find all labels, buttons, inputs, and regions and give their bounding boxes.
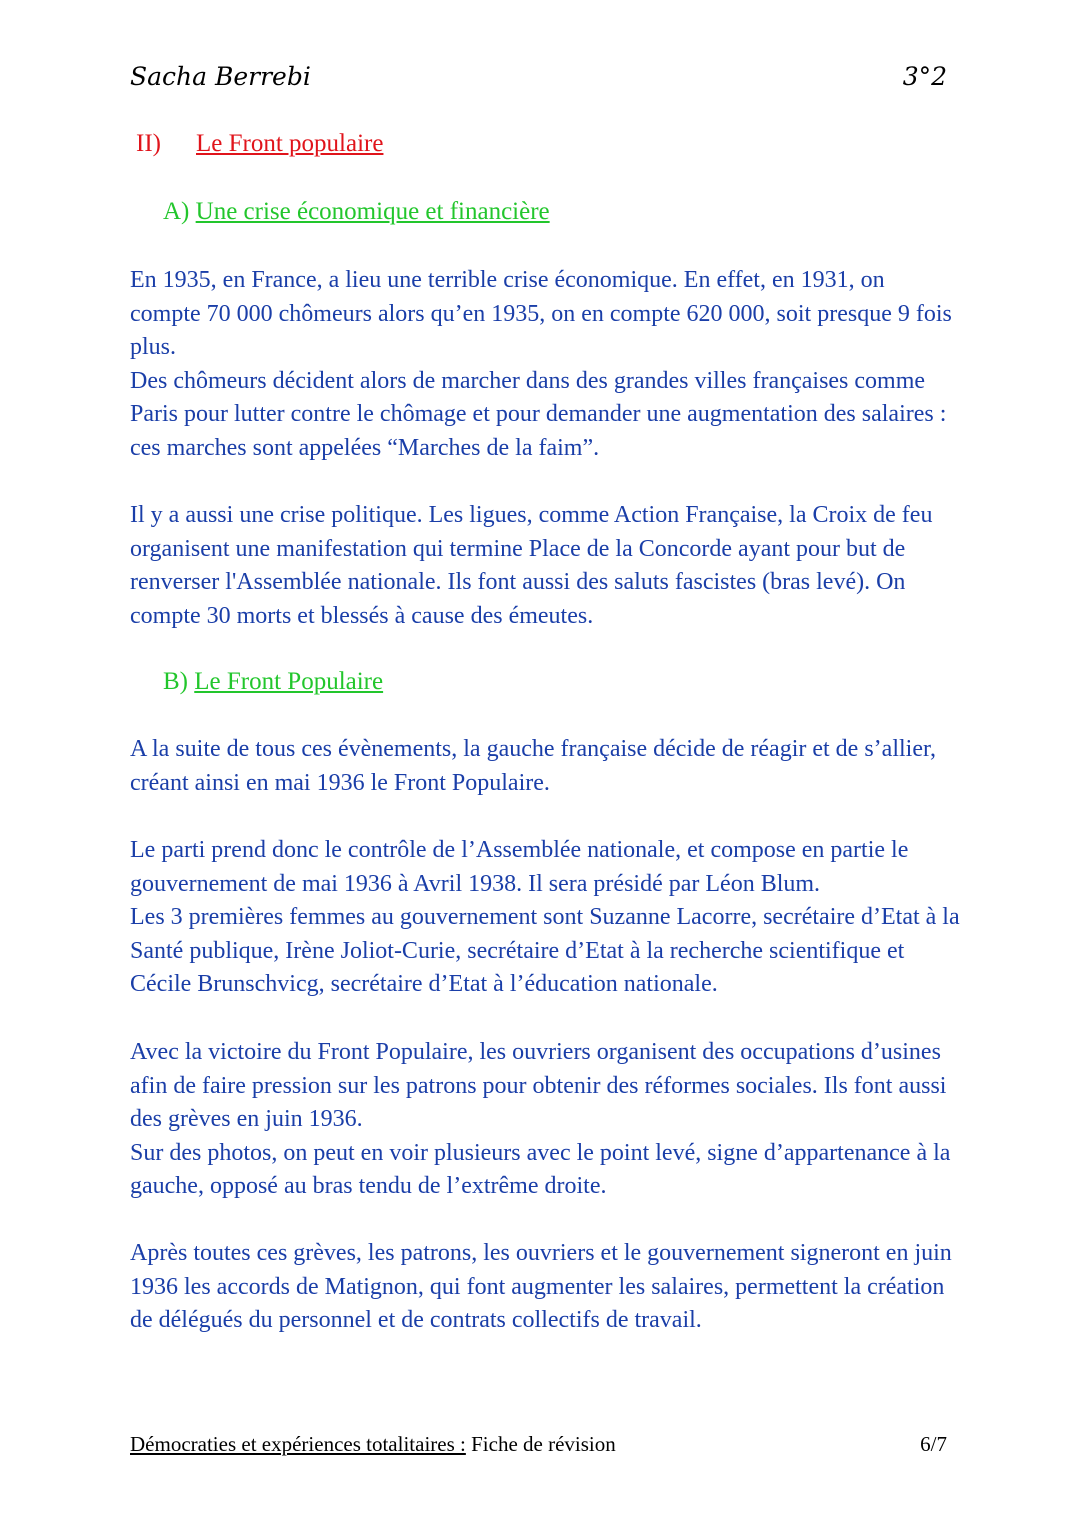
paragraph-text: Avec la victoire du Front Populaire, les ouvriers organisent des occupations d’usines afin de faire pression sur les patrons pour obtenir des réformes sociales. Ils font aussi des grèves en juin 1936. bbox=[130, 1039, 947, 1133]
class-label: 3°2 bbox=[902, 62, 947, 91]
paragraph-text: Après toutes ces grèves, les patrons, les ouvriers et le gouvernement signeront en juin 1936 les accords de Matignon, qui font augmenter les salaires, permettent la création de délégués du personnel et de contrats collectifs de travail. bbox=[130, 1240, 952, 1334]
author-name: Sacha Berrebi bbox=[130, 62, 311, 91]
subsection-title: Une crise économique et financière bbox=[195, 198, 550, 225]
paragraph-gouvernement bbox=[130, 834, 960, 1002]
section-heading bbox=[136, 130, 383, 158]
subsection-label: A) bbox=[163, 198, 190, 225]
paragraph-text: Le parti prend donc le contrôle de l’Assemblée nationale, et compose en partie le gouvernement de mai 1936 à Avril 1938. Il sera présidé par Léon Blum. bbox=[130, 837, 909, 897]
paragraph-creation-front bbox=[130, 733, 960, 800]
paragraph-text: Sur des photos, on peut en voir plusieurs avec le point levé, signe d’appartenance à la gauche, opposé au bras tendu de l’extrême droite. bbox=[130, 1139, 951, 1200]
paragraph-text: En 1935, en France, a lieu une terrible crise économique. En effet, en 1931, on compte 70 000 chômeurs alors qu’en 1935, on en compte 620 000, soit presque 9 fois plus. bbox=[130, 267, 952, 361]
footer-subject: Démocraties et expériences totalitaires : bbox=[130, 1432, 466, 1456]
section-title: Le Front populaire bbox=[196, 130, 384, 157]
subsection-label: B) bbox=[163, 668, 188, 695]
section-number: II) bbox=[136, 130, 161, 157]
subsection-heading-b bbox=[163, 668, 383, 696]
paragraph-text: A la suite de tous ces évènements, la gauche française décide de réagir et de s’allier, créant ainsi en mai 1936 le Front Populaire. bbox=[130, 736, 937, 796]
paragraph-text: Les 3 premières femmes au gouvernement sont Suzanne Lacorre, secrétaire d’Etat à la Santé publique, Irène Joliot-Curie, secrétaire d’Etat à la recherche scientifique et Cécile Brunschvicg, secrétaire d’Etat à l’éducation nationale. bbox=[130, 904, 960, 998]
paragraph-crise-economique bbox=[130, 264, 960, 466]
paragraph-text: Des chômeurs décident alors de marcher dans des grandes villes françaises comme Paris pour lutter contre le chômage et pour demander une augmentation des salaires : ces marches sont appelées “Marches de la faim”. bbox=[130, 367, 947, 461]
page-number: 6/7 bbox=[920, 1432, 947, 1456]
paragraph-accords-matignon bbox=[130, 1237, 960, 1338]
footer-doc-type: Fiche de révision bbox=[471, 1432, 616, 1456]
paragraph-crise-politique bbox=[130, 499, 960, 633]
paragraph-text: Il y a aussi une crise politique. Les ligues, comme Action Française, la Croix de feu organisent une manifestation qui termine Place de la Concorde ayant pour but de renverser l'Assemblée nationale. Ils font aussi des saluts fascistes (bras levé). On compte 30 morts et blessés à cause des émeutes. bbox=[130, 502, 933, 629]
paragraph-greves bbox=[130, 1036, 960, 1204]
footer-title bbox=[130, 1432, 616, 1457]
subsection-heading-a bbox=[163, 198, 550, 226]
subsection-title: Le Front Populaire bbox=[194, 668, 384, 695]
